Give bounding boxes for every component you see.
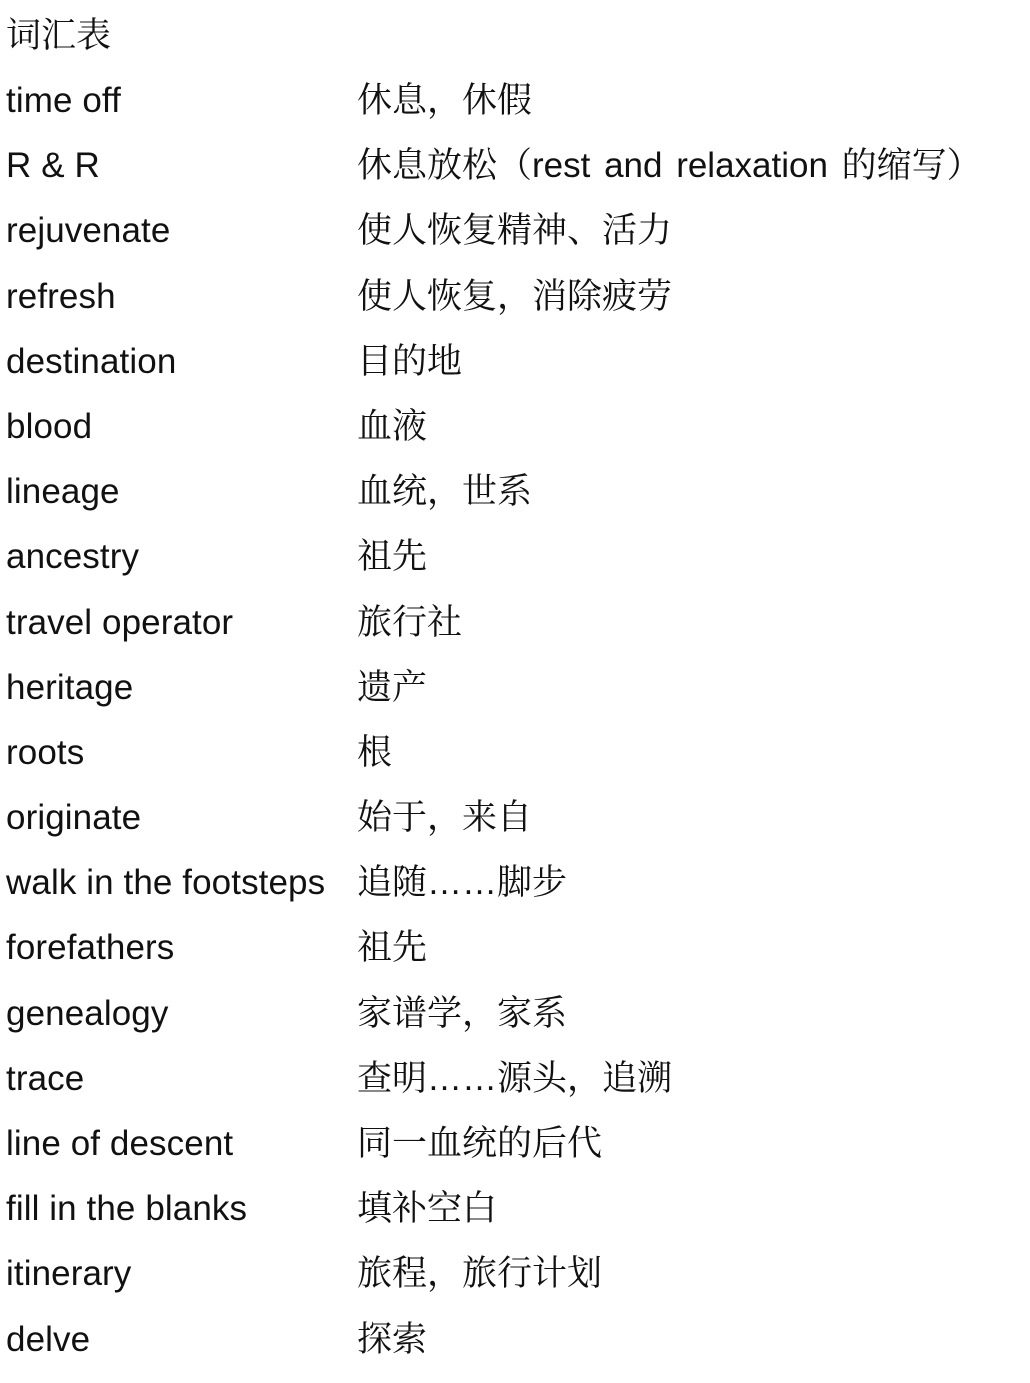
vocab-definition: 祖先 — [357, 537, 428, 577]
vocab-row — [0, 535, 1030, 600]
vocab-definition: 始于，来自 — [357, 798, 533, 838]
vocab-definition: 血统，世系 — [357, 472, 533, 512]
vocab-term: line of descent — [6, 1124, 234, 1163]
vocab-row — [0, 209, 1030, 274]
vocab-term: ancestry — [6, 537, 140, 577]
vocab-row — [0, 1122, 1030, 1187]
vocab-term: itinerary — [6, 1254, 132, 1294]
vocab-row — [0, 861, 1030, 926]
vocab-definition: 使人恢复，消除疲劳 — [357, 276, 673, 316]
vocab-term: forefathers — [6, 928, 175, 968]
vocab-row — [0, 731, 1030, 796]
vocab-term: blood — [6, 406, 93, 446]
vocab-row — [0, 1252, 1030, 1317]
vocab-row — [0, 144, 1030, 209]
vocab-row — [0, 1187, 1030, 1252]
vocab-definition: 使人恢复精神、活力 — [357, 211, 673, 251]
page-title: 词汇表 — [6, 16, 112, 55]
vocab-definition: 遗产 — [357, 667, 428, 707]
vocab-row — [0, 1057, 1030, 1122]
vocab-row — [0, 275, 1030, 340]
vocab-row — [0, 796, 1030, 861]
vocab-term: roots — [6, 732, 85, 772]
vocab-term: trace — [6, 1058, 85, 1098]
vocab-term: lineage — [6, 472, 120, 512]
vocab-definition: 填补空白 — [357, 1189, 498, 1229]
vocab-row — [0, 340, 1030, 405]
vocab-term: destination — [6, 341, 177, 381]
vocab-row — [0, 601, 1030, 666]
vocabulary-list — [0, 79, 1030, 1383]
vocab-term: walk in the footsteps — [6, 863, 326, 903]
vocab-term: R & R — [6, 146, 100, 186]
vocab-definition: 同一血统的后代 — [357, 1124, 603, 1163]
vocab-term: travel operator — [6, 602, 234, 642]
vocab-term: rejuvenate — [6, 211, 171, 251]
vocab-term: fill in the blanks — [6, 1189, 248, 1229]
vocab-row — [0, 470, 1030, 535]
vocab-row — [0, 405, 1030, 470]
vocab-term: heritage — [6, 667, 134, 707]
vocab-definition: 旅行社 — [357, 602, 463, 642]
vocab-definition: 目的地 — [357, 341, 463, 381]
vocab-definition: 血液 — [357, 406, 428, 446]
vocab-row — [0, 926, 1030, 991]
vocab-row — [0, 79, 1030, 144]
vocab-definition: 祖先 — [357, 928, 428, 968]
vocab-definition: 休息，休假 — [357, 81, 533, 120]
vocab-definition: 查明……源头，追溯 — [357, 1058, 673, 1098]
vocab-row — [0, 666, 1030, 731]
vocab-row — [0, 1318, 1030, 1383]
vocab-term: delve — [6, 1319, 91, 1359]
vocab-row — [0, 992, 1030, 1057]
vocab-term: time off — [6, 81, 121, 120]
vocab-definition: 家谱学，家系 — [357, 993, 568, 1033]
vocab-definition: 探索 — [357, 1319, 428, 1359]
vocab-term: originate — [6, 798, 142, 838]
vocab-definition: 旅程，旅行计划 — [357, 1254, 603, 1294]
vocab-term: genealogy — [6, 993, 169, 1033]
vocab-definition: 休息放松（rest and relaxation 的缩写） — [357, 146, 982, 186]
vocab-term: refresh — [6, 276, 116, 316]
vocab-definition: 根 — [357, 732, 393, 772]
vocab-definition: 追随……脚步 — [357, 863, 568, 903]
